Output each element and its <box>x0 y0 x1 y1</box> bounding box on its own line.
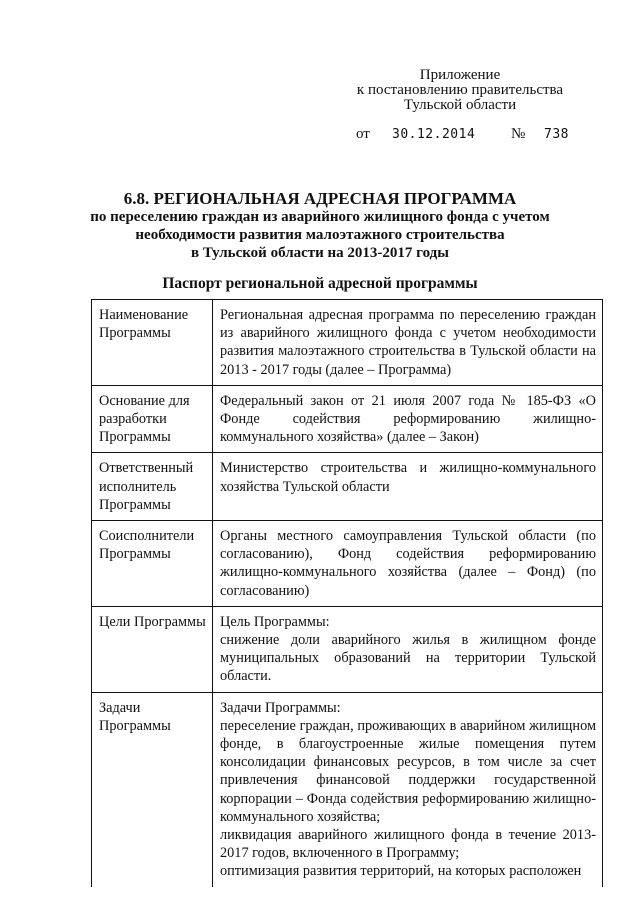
program-title-line3: необходимости развития малоэтажного строительства <box>135 227 505 243</box>
approval-header <box>340 68 580 113</box>
approval-date-number <box>356 126 586 144</box>
row-label: Наименование Программы <box>92 300 213 386</box>
row-value <box>213 453 603 521</box>
table-row <box>92 385 603 453</box>
approval-line-region: Тульской области <box>403 97 517 113</box>
row-value-paragraph: Органы местного самоуправления Тульской области (по согласованию), Фонд содействия реформированию жилищно-коммунального хозяйства (далее – Фонд) (по согласованию) <box>220 528 596 599</box>
approval-number: 738 <box>544 127 569 142</box>
row-value-paragraph: оптимизация развития территорий, на которых расположен <box>220 863 582 880</box>
row-value-paragraph: Министерство строительства и жилищно-коммунального хозяйства Тульской области <box>220 460 596 495</box>
approval-line-appendix: Приложение <box>419 67 501 83</box>
program-title-line2: по переселению граждан из аварийного жилищного фонда с учетом <box>90 209 550 225</box>
row-value-paragraph: Региональная адресная программа по переселению граждан из аварийного жилищного фонда с учетом необходимости развития малоэтажного строительства в Тульской области на 2013 - 2017 годы (далее – Программа) <box>220 307 596 378</box>
row-value-paragraph: Задачи Программы: <box>220 699 341 716</box>
row-value <box>213 300 603 386</box>
table-row <box>92 692 603 887</box>
program-title-line1: 6.8. РЕГИОНАЛЬНАЯ АДРЕСНАЯ ПРОГРАММА <box>123 189 517 208</box>
row-value-paragraph: ликвидация аварийного жилищного фонда в течение 2013-2017 годов, включенного в Программу; <box>220 827 596 862</box>
table-row <box>92 300 603 386</box>
row-value-paragraph: переселение граждан, проживающих в аварийном жилищном фонде, в благоустроенные жилые помещения путем консолидации финансовых ресурсов, в том числе за счет привлечения финансовой поддержки государственной корпорации – Фонда содействия реформированию жилищно-коммунального хозяйства; <box>220 717 596 825</box>
approval-date: 30.12.2014 <box>392 127 476 142</box>
row-label: Цели Программы <box>92 606 213 692</box>
row-label: Ответственный исполнитель Программы <box>92 453 213 521</box>
row-value-paragraph: Цель Программы: <box>220 613 330 630</box>
row-value <box>213 521 603 607</box>
approval-line-resolution: к постановлению правительства <box>356 82 564 98</box>
from-label: от <box>356 126 370 142</box>
row-label: Основание для разработки Программы <box>92 385 213 453</box>
row-value-paragraph: снижение доли аварийного жилья в жилищном фонде муниципальных образований на территории Тульской области. <box>220 632 596 685</box>
table-row <box>92 453 603 521</box>
row-value-paragraph: Федеральный закон от 21 июля 2007 года № 185-ФЗ «О Фонде содействия реформированию жилищно-коммунального хозяйства» (далее – Закон) <box>220 392 596 446</box>
row-label: Задачи Программы <box>92 692 213 887</box>
table-row <box>92 521 603 607</box>
row-value <box>213 385 603 453</box>
passport-title: Паспорт региональной адресной программы <box>162 275 478 292</box>
passport-table <box>91 299 603 887</box>
program-title-line4: в Тульской области на 2013-2017 годы <box>191 245 449 261</box>
table-row <box>92 606 603 692</box>
row-value <box>213 606 603 692</box>
row-value <box>213 692 603 887</box>
number-sign: № <box>511 126 526 142</box>
row-label: Соисполнители Программы <box>92 521 213 607</box>
program-title <box>60 190 580 262</box>
